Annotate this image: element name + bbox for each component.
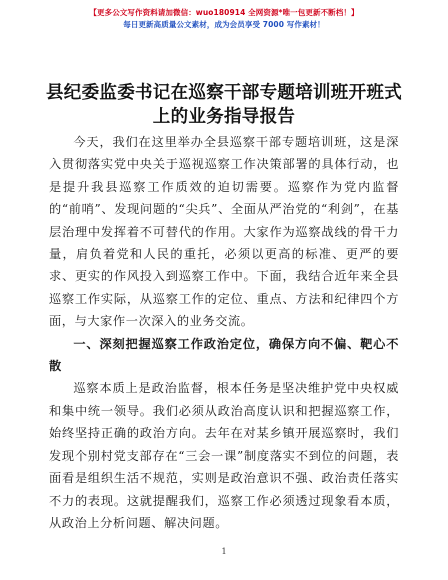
promo-line-2: 每日更新高质量公文素材，成为会员享受 7000 写作素材！ <box>123 20 325 29</box>
promo-line-1: 【更多公文写作资料请加微信：wuo180914 全网资源*唯一包更新不断档！】 <box>89 8 359 17</box>
document-body <box>49 131 399 534</box>
page-number: 1 <box>221 547 227 556</box>
section-1-paragraph: 巡察本质上是政治监督，根本任务是坚决维护党中央权威和集中统一领导。我们必须从政治高度认识和把握巡察工作，始终坚持正确的政治方向。去年在对某乡镇开展巡察时，我们发现个别村党支部存在“三会一课”制度落实不到位的问题，表面看是组织生活不规范，实则是政治意识不强、政治责任落实不力的表现。这就提醒我们，巡察工作必须透过现象看本质，从政治上分析问题、解决问题。 <box>49 381 399 530</box>
header-promo <box>0 7 448 31</box>
section-heading-1: 一、深刻把握巡察工作政治定位，确保方向不偏、靶心不散 <box>49 336 399 374</box>
document-title: 县纪委监委书记在巡察干部专题培训班开班式上的业务指导报告 <box>46 83 402 127</box>
intro-paragraph: 今天，我们在这里举办全县巡察干部专题培训班，这是深入贯彻落实党中央关于巡视巡察工作决策部署的具体行动，也是提升我县巡察工作质效的迫切需要。巡察作为党内监督的“前哨”、发现问题的“尖兵”、全面从严治党的“利剑”，在基层治理中发挥着不可替代的作用。大家作为巡察战线的骨干力量，肩负着党和人民的重托，必须以更高的标准、更严的要求、更实的作风投入到巡察工作中。下面，我结合近年来全县巡察工作实际，从巡察工作的定位、重点、方法和纪律四个方面，与大家作一次深入的业务交流。 <box>49 135 399 329</box>
